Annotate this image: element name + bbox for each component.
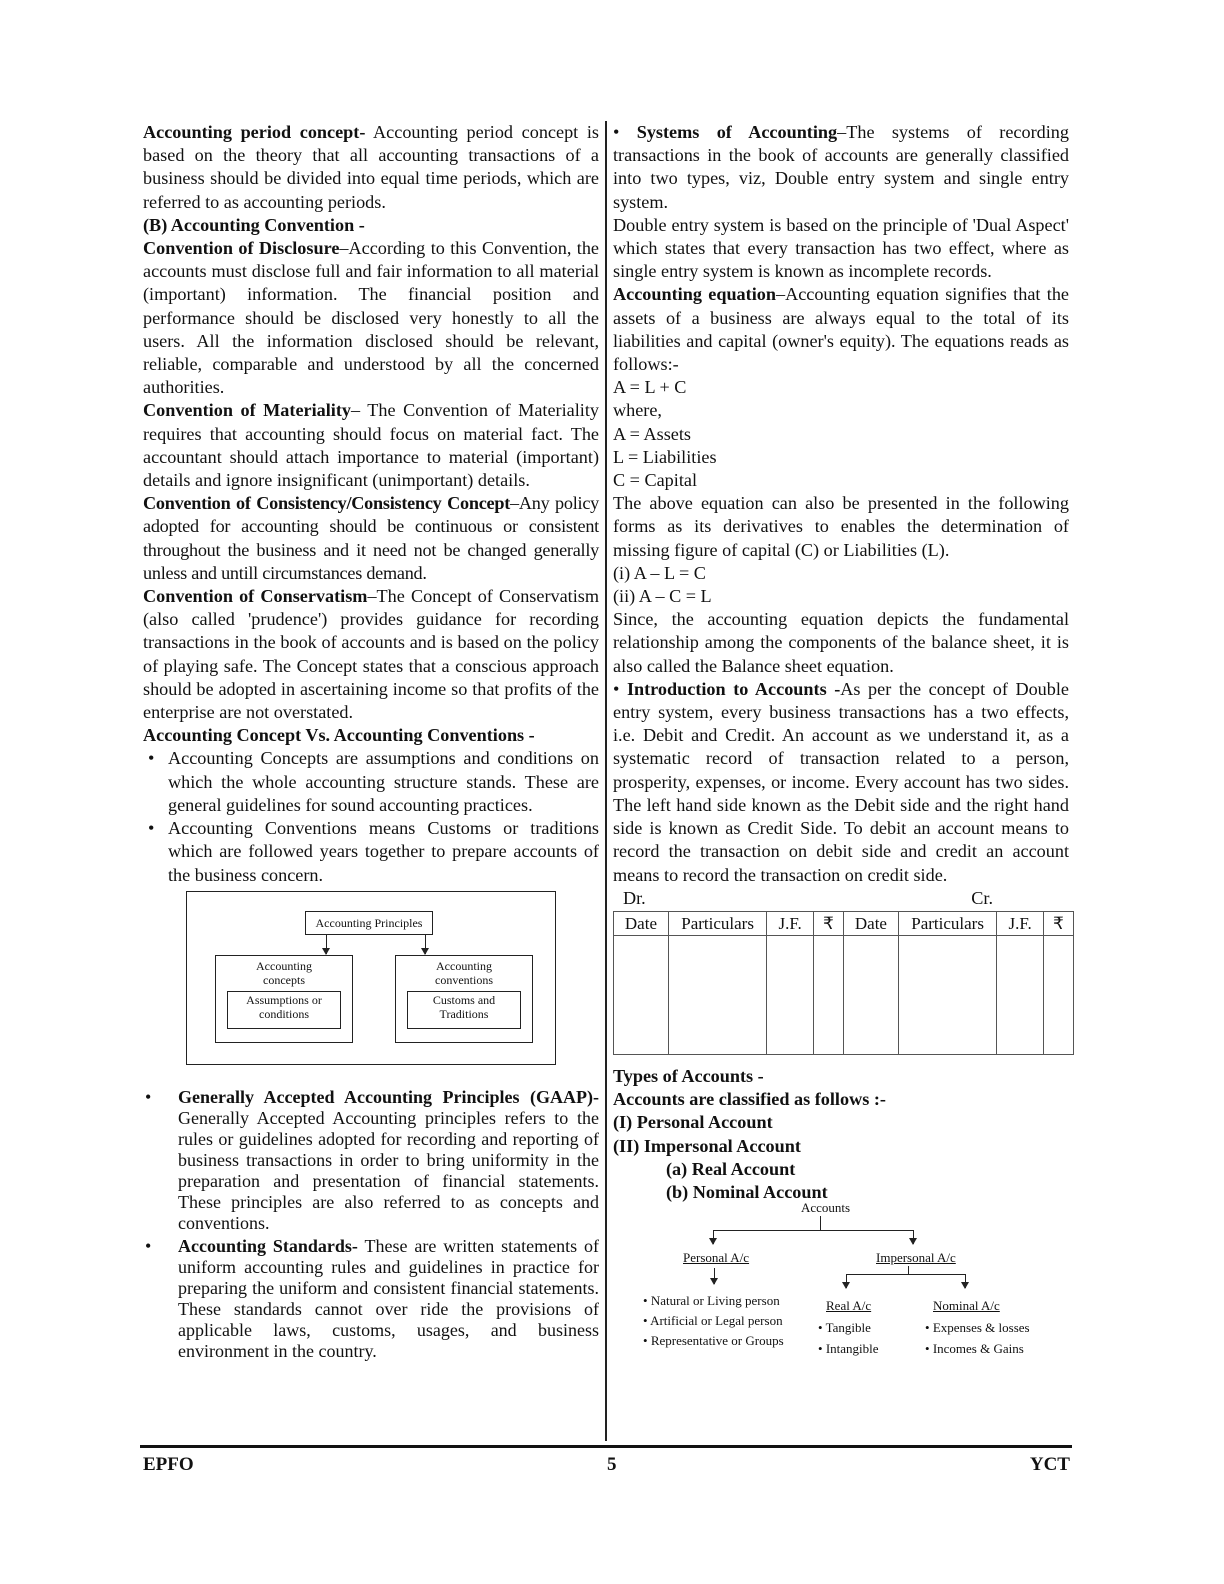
gaap-bullet-list	[143, 1087, 599, 1362]
definition-assets: A = Assets	[613, 423, 691, 444]
conservatism-paragraph: Convention of Conservatism–The Concept of Conservatism (also called 'prudence') provides guidance for recording transactions in the book of accounts and is based on the policy of playing safe. The Concept states that a conscious approach should be adopted in ascertaining income so that profits of the enterprise are not overstated.	[143, 586, 599, 723]
arrow-down-icon	[713, 1230, 714, 1244]
personal-item: • Representative or Groups	[643, 1333, 784, 1349]
list-item: • Accounting Conventions means Customs or traditions which are followed years together to prepare accounts of the business concern.	[143, 817, 599, 887]
footer-left: EPFO	[143, 1454, 194, 1475]
tree-real: Real A/c	[826, 1298, 872, 1314]
table-header-row	[614, 911, 1074, 935]
definition-liabilities: L = Liabilities	[613, 446, 717, 467]
list-item: • Accounting Concepts are assumptions and conditions on which the whole accounting structure stands. These are general guidelines for sound accounting practices.	[143, 747, 599, 817]
ledger-table	[613, 911, 1074, 1055]
section-b-heading: (B) Accounting Convention -	[143, 214, 365, 235]
accounting-period-paragraph: Accounting period concept- Accounting period concept is based on the theory that all accounting transactions of a business should be divided into equal time periods, which are referred to as accounting periods.	[143, 122, 599, 212]
diagram-root-box: Accounting Principles	[305, 911, 433, 935]
real-item: • Intangible	[818, 1341, 879, 1357]
derivative-2: (ii) A – C = L	[613, 586, 712, 607]
real-item: • Tangible	[818, 1320, 871, 1336]
page-number: 5	[607, 1454, 617, 1475]
column-header: ₹	[813, 911, 843, 935]
personal-item: • Artificial or Legal person	[643, 1313, 783, 1329]
credit-label: Cr.	[971, 887, 993, 908]
column-divider	[605, 121, 607, 1441]
class-nominal: (b) Nominal Account	[666, 1181, 828, 1202]
column-header: Date	[843, 911, 898, 935]
conventions-label: Accounting conventions	[435, 958, 493, 987]
bullet-icon: •	[613, 678, 627, 699]
personal-item: • Natural or Living person	[643, 1293, 780, 1309]
table-row	[614, 935, 1074, 1054]
right-column	[613, 121, 1069, 1365]
vs-heading: Accounting Concept Vs. Accounting Conventions -	[143, 725, 535, 746]
double-entry-paragraph: Double entry system is based on the principle of 'Dual Aspect' which states that every transaction has two effect, where as single entry system is known as incomplete records.	[613, 214, 1069, 282]
column-header: Date	[614, 911, 669, 935]
concepts-box	[215, 955, 353, 1043]
tree-personal: Personal A/c	[683, 1250, 750, 1266]
tree-impersonal: Impersonal A/c	[876, 1250, 956, 1266]
where-label: where,	[613, 400, 662, 421]
tree-root: Accounts	[801, 1200, 851, 1216]
types-heading: Types of Accounts -	[613, 1065, 764, 1086]
concepts-label: Accounting concepts	[256, 958, 312, 987]
systems-paragraph: • Systems of Accounting–The systems of recording transactions in the book of accounts are generally classified into two types, viz, Double entry system and single entry system.	[613, 122, 1069, 212]
customs-box: Customs and Traditions	[407, 991, 521, 1029]
ledger-header	[613, 887, 1069, 911]
formula: A = L + C	[613, 377, 687, 398]
list-item: • Generally Accepted Accounting Principles (GAAP)- Generally Accepted Accounting principles refers to the rules or guidelines adopted for recording and reporting of business transactions in order to bring uniformity in the preparation and presentation of financial statements. These principles are also referred to as concepts and conventions.	[143, 1087, 599, 1234]
arrow-down-icon	[425, 934, 426, 954]
footer-right: YCT	[1029, 1454, 1070, 1475]
nominal-item: • Expenses & losses	[925, 1320, 1030, 1336]
arrow-down-icon	[965, 1274, 966, 1288]
class-real: (a) Real Account	[666, 1158, 796, 1179]
materiality-paragraph: Convention of Materiality– The Convention of Materiality requires that accounting should focus on material fact. The accountant should attach importance to material (important) details and ignore insignificant (unimportant) details.	[143, 400, 599, 491]
nominal-item: • Incomes & Gains	[925, 1341, 1024, 1357]
arrow-down-icon	[714, 1268, 715, 1284]
list-item: • Accounting Standards- These are written statements of uniform accounting rules and guidelines in practice for preparing the uniform and consistent financial statements. These standards cannot over ride the provisions of applicable laws, customs, usages, and business environment in the country.	[143, 1236, 599, 1362]
derivative-1: (i) A – L = C	[613, 562, 706, 583]
consistency-paragraph: Convention of Consistency/Consistency Concept–Any policy adopted for accounting should be continuous or consistent throughout the business and it need not be changed generally unless and untill circumstances demand.	[143, 493, 599, 583]
debit-label: Dr.	[623, 887, 646, 908]
class-personal: (I) Personal Account	[613, 1112, 773, 1133]
column-header: Particulars	[898, 911, 996, 935]
accounts-tree-diagram	[613, 1200, 1069, 1365]
column-header: ₹	[1043, 911, 1073, 935]
since-paragraph: Since, the accounting equation depicts the fundamental relationship among the components of the balance sheet, it is also called the Balance sheet equation.	[613, 609, 1069, 676]
derivative-paragraph: The above equation can also be presented in the following forms as its derivatives to enables the determination of missing figure of capital (C) or Liabilities (L).	[613, 493, 1069, 560]
class-impersonal: (II) Impersonal Account	[613, 1135, 801, 1156]
column-header: J.F.	[767, 911, 814, 935]
intro-paragraph: • Introduction to Accounts -As per the concept of Double entry system, every business transactions has a two effects, i.e. Debit and Credit. An account as we understand it, as a systematic record of transaction related to a person, prosperity, expenses, or income. Every account has two sides. The left hand side known as the Debit side and the right hand side is known as Credit Side. To debit an account means to record the transaction on debit side and credit an account means to record the transaction on credit side.	[613, 678, 1069, 885]
definition-capital: C = Capital	[613, 470, 698, 491]
equation-paragraph: Accounting equation–Accounting equation signifies that the assets of a business are always equal to the total of its liabilities and capital (owner's equity). The equations reads as follows:-	[613, 284, 1069, 375]
arrow-down-icon	[913, 1230, 914, 1244]
bullet-icon: •	[613, 122, 637, 142]
vs-bullet-list	[143, 747, 599, 886]
conventions-box	[395, 955, 533, 1043]
column-header: Particulars	[668, 911, 766, 935]
page-footer	[143, 1454, 1070, 1476]
footer-rule	[140, 1445, 1072, 1448]
accounting-principles-diagram	[186, 891, 556, 1065]
tree-nominal: Nominal A/c	[933, 1298, 1000, 1314]
arrow-down-icon	[326, 934, 327, 954]
left-column	[143, 121, 599, 1362]
column-header: J.F.	[997, 911, 1044, 935]
assumptions-box: Assumptions or conditions	[227, 991, 341, 1029]
arrow-down-icon	[846, 1274, 847, 1288]
classified-heading: Accounts are classified as follows :-	[613, 1089, 886, 1110]
disclosure-paragraph: Convention of Disclosure–According to this Convention, the accounts must disclose full and fair information to all material (important) information. The financial position and performance should be disclosed very honestly to all the users. All the information disclosed should be relevant, reliable, comparable and understood by all the concerned authorities.	[143, 238, 599, 398]
